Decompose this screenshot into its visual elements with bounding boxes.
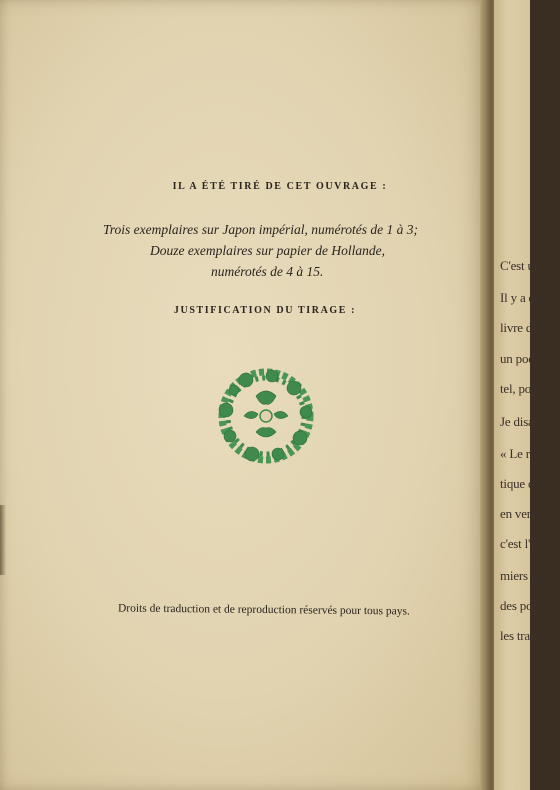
facing-line: miers roma [500, 568, 557, 583]
facing-line: C'est un [500, 258, 541, 273]
print-run-line-3: numérotés de 4 à 15. [211, 264, 324, 279]
facing-line: livre de M [500, 320, 553, 335]
facing-line: tel, pour é [500, 381, 551, 396]
facing-line: les transpo [500, 628, 554, 643]
justification-heading: JUSTIFICATION DU TIRAGE : [173, 305, 357, 316]
facing-line: tique que [500, 476, 547, 491]
facing-line: c'est l'Enéi [500, 536, 554, 551]
print-run-line-2: Douze exemplaires sur papier de Hollande, [150, 243, 385, 258]
facing-line: en vers : c' [500, 506, 554, 521]
facing-line: « Le rom [500, 446, 547, 461]
rights-notice: Droits de traduction et de reproduction réservés pour tous pays. [117, 602, 410, 618]
print-run-heading: IL A ÉTÉ TIRÉ DE CET OUVRAGE : [172, 181, 388, 192]
facing-line: Je disais [500, 414, 542, 429]
print-run-line-1: Trois exemplaires sur Japon impérial, numérotés de 1 à 3; [103, 222, 418, 237]
facing-line: un poème [500, 351, 550, 366]
page-edge-shadow [0, 505, 6, 575]
facing-line: Il y a déj [500, 290, 544, 305]
facing-page [494, 0, 557, 790]
floral-wreath-icon [216, 366, 316, 466]
facing-line: des poème [500, 598, 554, 613]
